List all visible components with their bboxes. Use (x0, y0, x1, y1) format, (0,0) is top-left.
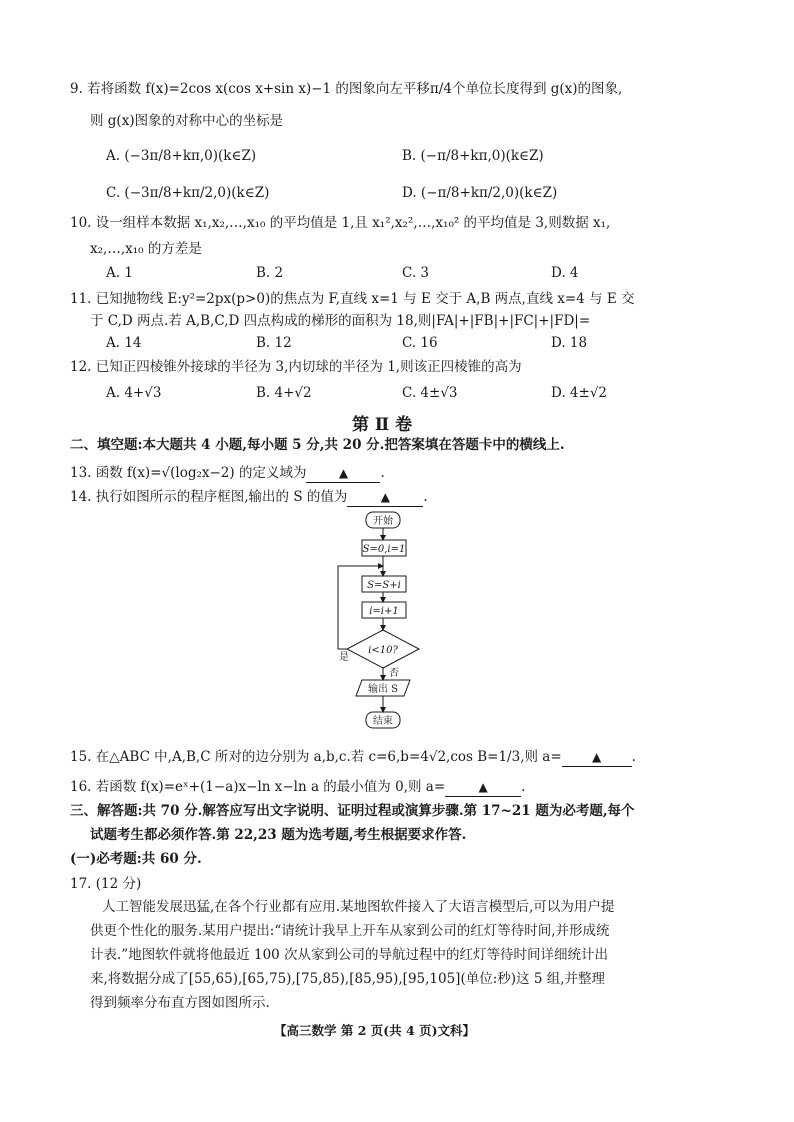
q9-option-a: A. (−3π/8+kπ,0)(k∈Z) (106, 148, 257, 164)
q9-line1: 9. 若将函数 f(x)=2cos x(cos x+sin x)−1 的图象向左平移π/4个单位长度得到 g(x)的图象, (70, 81, 623, 97)
q14-end: . (423, 489, 428, 505)
q9-option-c: C. (−3π/8+kπ/2,0)(k∈Z) (106, 185, 270, 201)
flow-no-label: 否 (389, 668, 399, 679)
q10-option-d: D. 4 (551, 265, 579, 281)
flow-yes-label: 是 (339, 652, 349, 663)
q16-answer-blank (445, 778, 521, 797)
volume-2-title: 第 Ⅱ 卷 (352, 415, 413, 435)
q11-option-d: D. 18 (551, 335, 588, 351)
q11-line1: 11. 已知抛物线 E:y²=2px(p>0)的焦点为 F,直线 x=1 与 E 交于 A,B 两点,直线 x=4 与 E 交 (70, 291, 635, 307)
q15-answer-blank (562, 748, 632, 767)
q16-end: . (521, 779, 526, 795)
q17-line-4: 来,将数据分成了[55,65),[65,75),[75,85),[85,95),[95,105](单位:秒)这 5 组,并整理 (90, 971, 605, 987)
part2-heading: 二、填空题:本大题共 4 小题,每小题 5 分,共 20 分.把答案填在答题卡中的横线上. (70, 437, 565, 453)
q17-line-3: 计表.”地图软件就将他最近 100 次从家到公司的导航过程中的红灯等待时间详细统计出 (90, 947, 609, 963)
blank-triangle: ▲ (592, 750, 602, 764)
q11-line2: 于 C,D 两点.若 A,B,C,D 四点构成的梯形的面积为 18,则|FA|+|FB|+|FC|+|FD|= (90, 313, 591, 329)
q10-option-c: C. 3 (402, 265, 430, 281)
q10-option-a: A. 1 (106, 265, 133, 281)
q17-line-2: 供更个性化的服务.某用户提出:“请统计我早上开车从家到公司的红灯等待时间,并形成统 (90, 923, 610, 939)
q16-text: 16. 若函数 f(x)=eˣ+(1−a)x−ln x−ln a 的最小值为 0,则 a= (70, 779, 446, 795)
program-flowchart (326, 508, 436, 736)
flow-end-label: 结束 (373, 716, 393, 727)
q15-text: 15. 在△ABC 中,A,B,C 所对的边分别为 a,b,c.若 c=6,b=4√2,cos B=1/3,则 a= (70, 749, 562, 765)
flow-output-label: 输出 S (367, 684, 399, 695)
q17-head: 17. (12 分) (70, 876, 142, 892)
blank-triangle: ▲ (338, 466, 349, 480)
q13-end: . (380, 465, 385, 481)
q10-line1: 10. 设一组样本数据 x₁,x₂,…,x₁₀ 的平均值是 1,且 x₁²,x₂²,…,x₁₀² 的平均值是 3,则数据 x₁, (70, 215, 611, 231)
q12-option-d: D. 4±√2 (551, 385, 608, 401)
blank-triangle: ▲ (380, 490, 390, 504)
flow-step2-label: i=i+1 (369, 606, 399, 617)
q13-line (70, 464, 385, 483)
q13-answer-blank (306, 464, 380, 483)
flow-condition-label: i<10? (368, 645, 398, 656)
q9-option-d: D. (−π/8+kπ/2,0)(k∈Z) (402, 185, 558, 201)
q9-line2: 则 g(x)图象的对称中心的坐标是 (90, 113, 284, 129)
q10-option-b: B. 2 (256, 265, 284, 281)
q14-text: 14. 执行如图所示的程序框图,输出的 S 的值为 (70, 489, 348, 505)
required-heading: (一)必考题:共 60 分. (70, 851, 202, 867)
q9-option-b: B. (−π/8+kπ,0)(k∈Z) (402, 148, 544, 164)
q14-line (70, 488, 428, 507)
q16-line (70, 778, 525, 797)
q12-line1: 12. 已知正四棱锥外接球的半径为 3,内切球的半径为 1,则该正四棱锥的高为 (70, 359, 522, 375)
q10-line2: x₂,…,x₁₀ 的方差是 (90, 241, 202, 257)
q11-option-a: A. 14 (106, 335, 142, 351)
q17-line-5: 得到频率分布直方图如图所示. (90, 995, 270, 1011)
flow-start-label: 开始 (373, 516, 393, 527)
flow-init-label: S=0,i=1 (362, 544, 406, 555)
flow-step1-label: S=S+i (367, 580, 401, 591)
part3-heading-line2: 试题考生都必须作答.第 22,23 题为选考题,考生根据要求作答. (90, 827, 467, 843)
q11-option-b: B. 12 (256, 335, 292, 351)
q12-option-a: A. 4+√3 (106, 385, 162, 401)
blank-triangle: ▲ (478, 780, 488, 794)
q11-option-c: C. 16 (402, 335, 438, 351)
q14-answer-blank (347, 488, 423, 507)
q15-end: . (631, 749, 636, 765)
q17-line-1: 人工智能发展迅猛,在各个行业都有应用.某地图软件接入了大语言模型后,可以为用户提 (102, 899, 615, 915)
q12-option-c: C. 4±√3 (402, 385, 458, 401)
q13-text: 13. 函数 f(x)=√(log₂x−2) 的定义域为 (70, 465, 307, 481)
q15-line (70, 748, 636, 767)
page-footer: 【高三数学 第 2 页(共 4 页)文科】 (274, 1023, 475, 1038)
q12-option-b: B. 4+√2 (256, 385, 312, 401)
part3-heading-line1: 三、解答题:共 70 分.解答应写出文字说明、证明过程或演算步骤.第 17~21 题为必考题,每个 (70, 803, 635, 819)
